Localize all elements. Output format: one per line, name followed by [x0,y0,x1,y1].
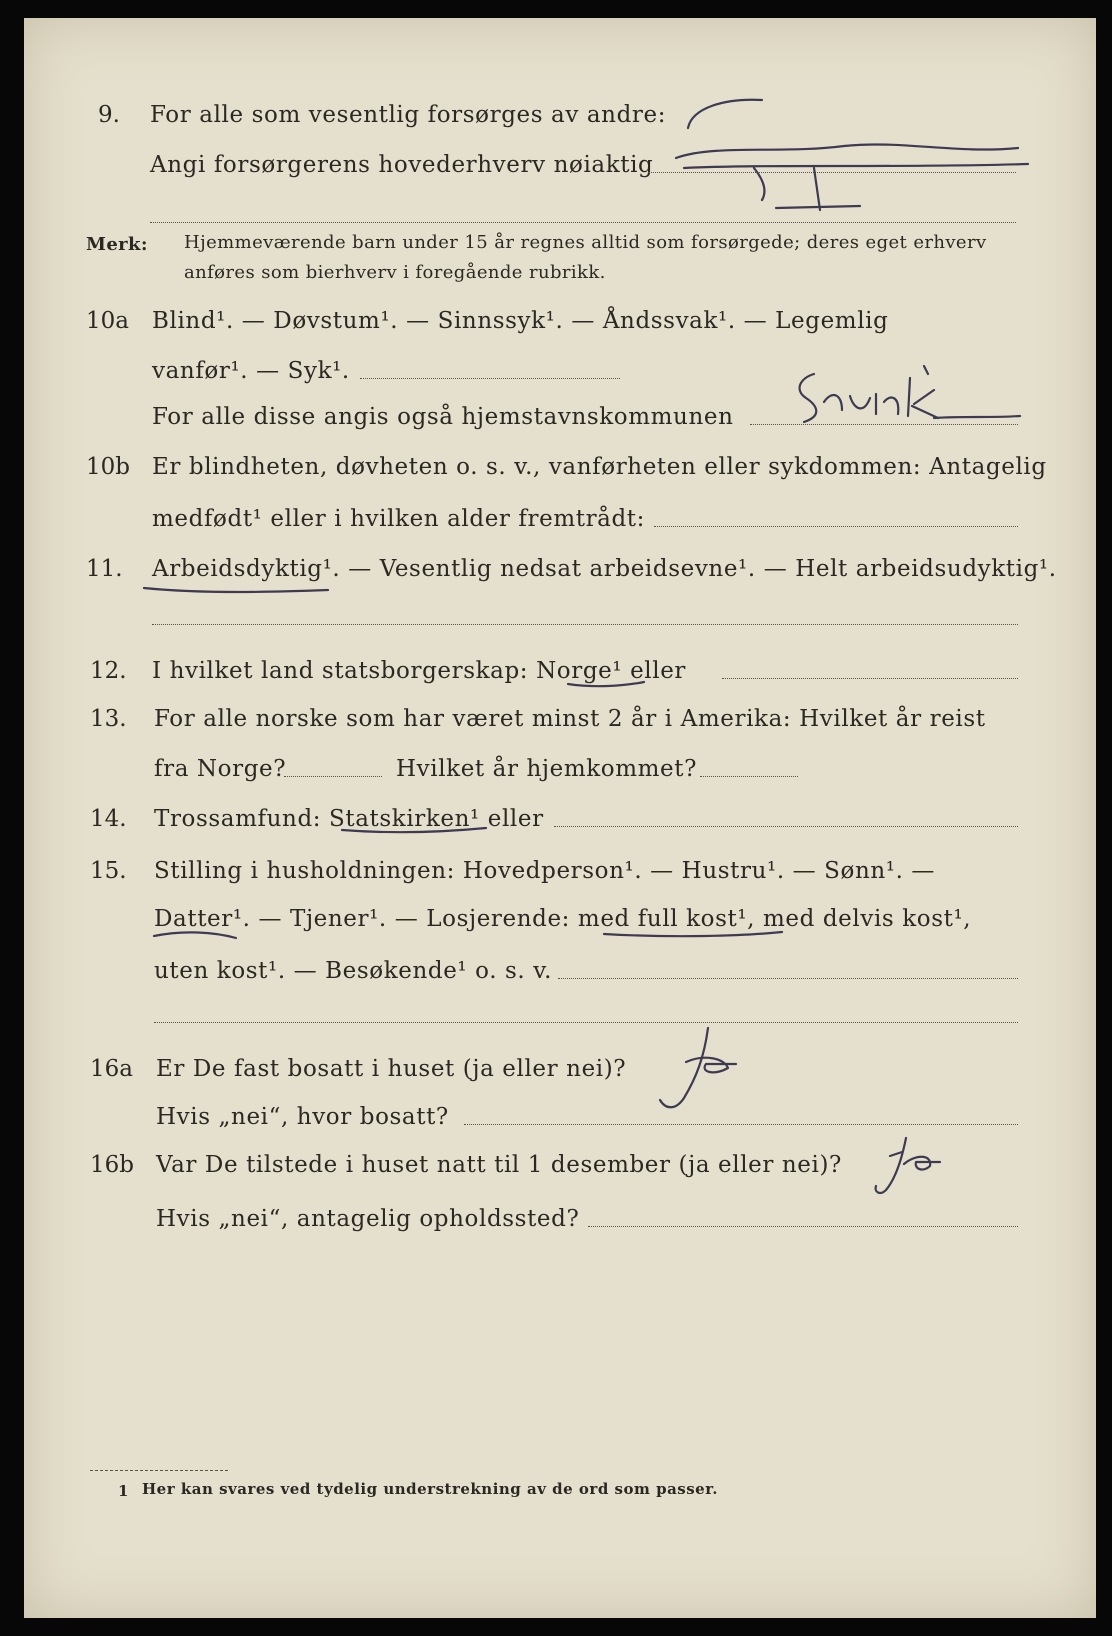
q16a-ja-signature [660,1028,736,1107]
q16b-location-line [588,1226,1018,1227]
q16a-line2: Hvis „nei“, hvor bosatt? [156,1104,449,1130]
q13-departure-line [284,776,382,777]
q16a-line1: Er De fast bosatt i huset (ja eller nei)? [156,1056,627,1082]
q10a-handwritten-municipality [800,366,1020,422]
q10a-line2: vanfør¹. — Syk¹. [152,358,350,384]
q16b-line1: Var De tilstede i huset natt til 1 desember (ja eller nei)? [156,1152,842,1178]
q11-number: 11. [86,556,123,582]
q15-full-board-underline [604,932,782,936]
q16b-ja-signature [876,1138,940,1193]
q10a-number: 10a [86,308,129,334]
census-form-page [24,18,1096,1618]
q16b-number: 16b [90,1152,134,1178]
q13-line2-part2: Hvilket år hjemkommet? [396,756,698,782]
footnote-text: Her kan svares ved tydelig understrekning av de ord som passer. [142,1480,718,1498]
q12-number: 12. [90,658,127,684]
q16a-address-line [464,1124,1018,1125]
q14-line1: Trossamfund: Statskirken¹ eller [154,806,544,832]
q12-answer-line [722,678,1018,679]
q16a-number: 16a [90,1056,133,1082]
q10a-municipality-line [750,424,1018,425]
footnote-mark: 1 [118,1482,129,1500]
q13-return-line [700,776,798,777]
q9-number: 9. [98,102,120,128]
q14-number: 14. [90,806,127,832]
q15-underline [154,932,236,938]
q15-number: 15. [90,858,127,884]
q13-line2-part1: fra Norge? [154,756,287,782]
note-line1: Hjemmeværende barn under 15 år regnes alltid som forsørgede; deres eget erhverv [184,232,987,253]
q9-line1: For alle som vesentlig forsørges av andre: [150,102,667,128]
q10b-answer-line [654,526,1018,527]
footnote-rule [90,1470,228,1471]
q13-number: 13. [90,706,127,732]
q9-answer-line [648,172,1016,173]
q11-line1: Arbeidsdyktig¹. — Vesentlig nedsat arbeidsevne¹. — Helt arbeidsudyktig¹. [152,556,1057,582]
q9-crossed-out-answer [676,100,1028,210]
q16b-line2: Hvis „nei“, antagelig opholdssted? [156,1206,580,1232]
q10a-line3: For alle disse angis også hjemstavnskommunen [152,404,734,430]
q15-extra-line [154,1022,1018,1023]
q15-line3: uten kost¹. — Besøkende¹ o. s. v. [154,958,553,984]
q10b-line2: medfødt¹ eller i hvilken alder fremtrådt: [152,506,645,532]
q9-line2: Angi forsørgerens hovederhverv nøiaktig [150,152,654,178]
q15-answer-line [558,978,1018,979]
q12-line1: I hvilket land statsborgerskap: Norge¹ eller [152,658,687,684]
q15-line2: Datter¹. — Tjener¹. — Losjerende: med full kost¹, med delvis kost¹, [154,906,972,932]
q10a-answer-line [360,378,620,379]
note-line2: anføres som bierhverv i foregående rubrikk. [184,262,606,283]
q14-answer-line [554,826,1018,827]
q13-line1: For alle norske som har været minst 2 år i Amerika: Hvilket år reist [154,706,986,732]
q10b-number: 10b [86,454,130,480]
q11-underline [144,588,328,592]
note-label: Merk: [86,234,148,255]
q10a-line1: Blind¹. — Døvstum¹. — Sinnssyk¹. — Åndssvak¹. — Legemlig [152,308,889,334]
q9-extra-line [150,222,1016,223]
q11-extra-line [152,624,1018,625]
q10b-line1: Er blindheten, døvheten o. s. v., vanførheten eller sykdommen: Antagelig [152,454,1047,480]
q15-line1: Stilling i husholdningen: Hovedperson¹. — Hustru¹. — Sønn¹. — [154,858,936,884]
